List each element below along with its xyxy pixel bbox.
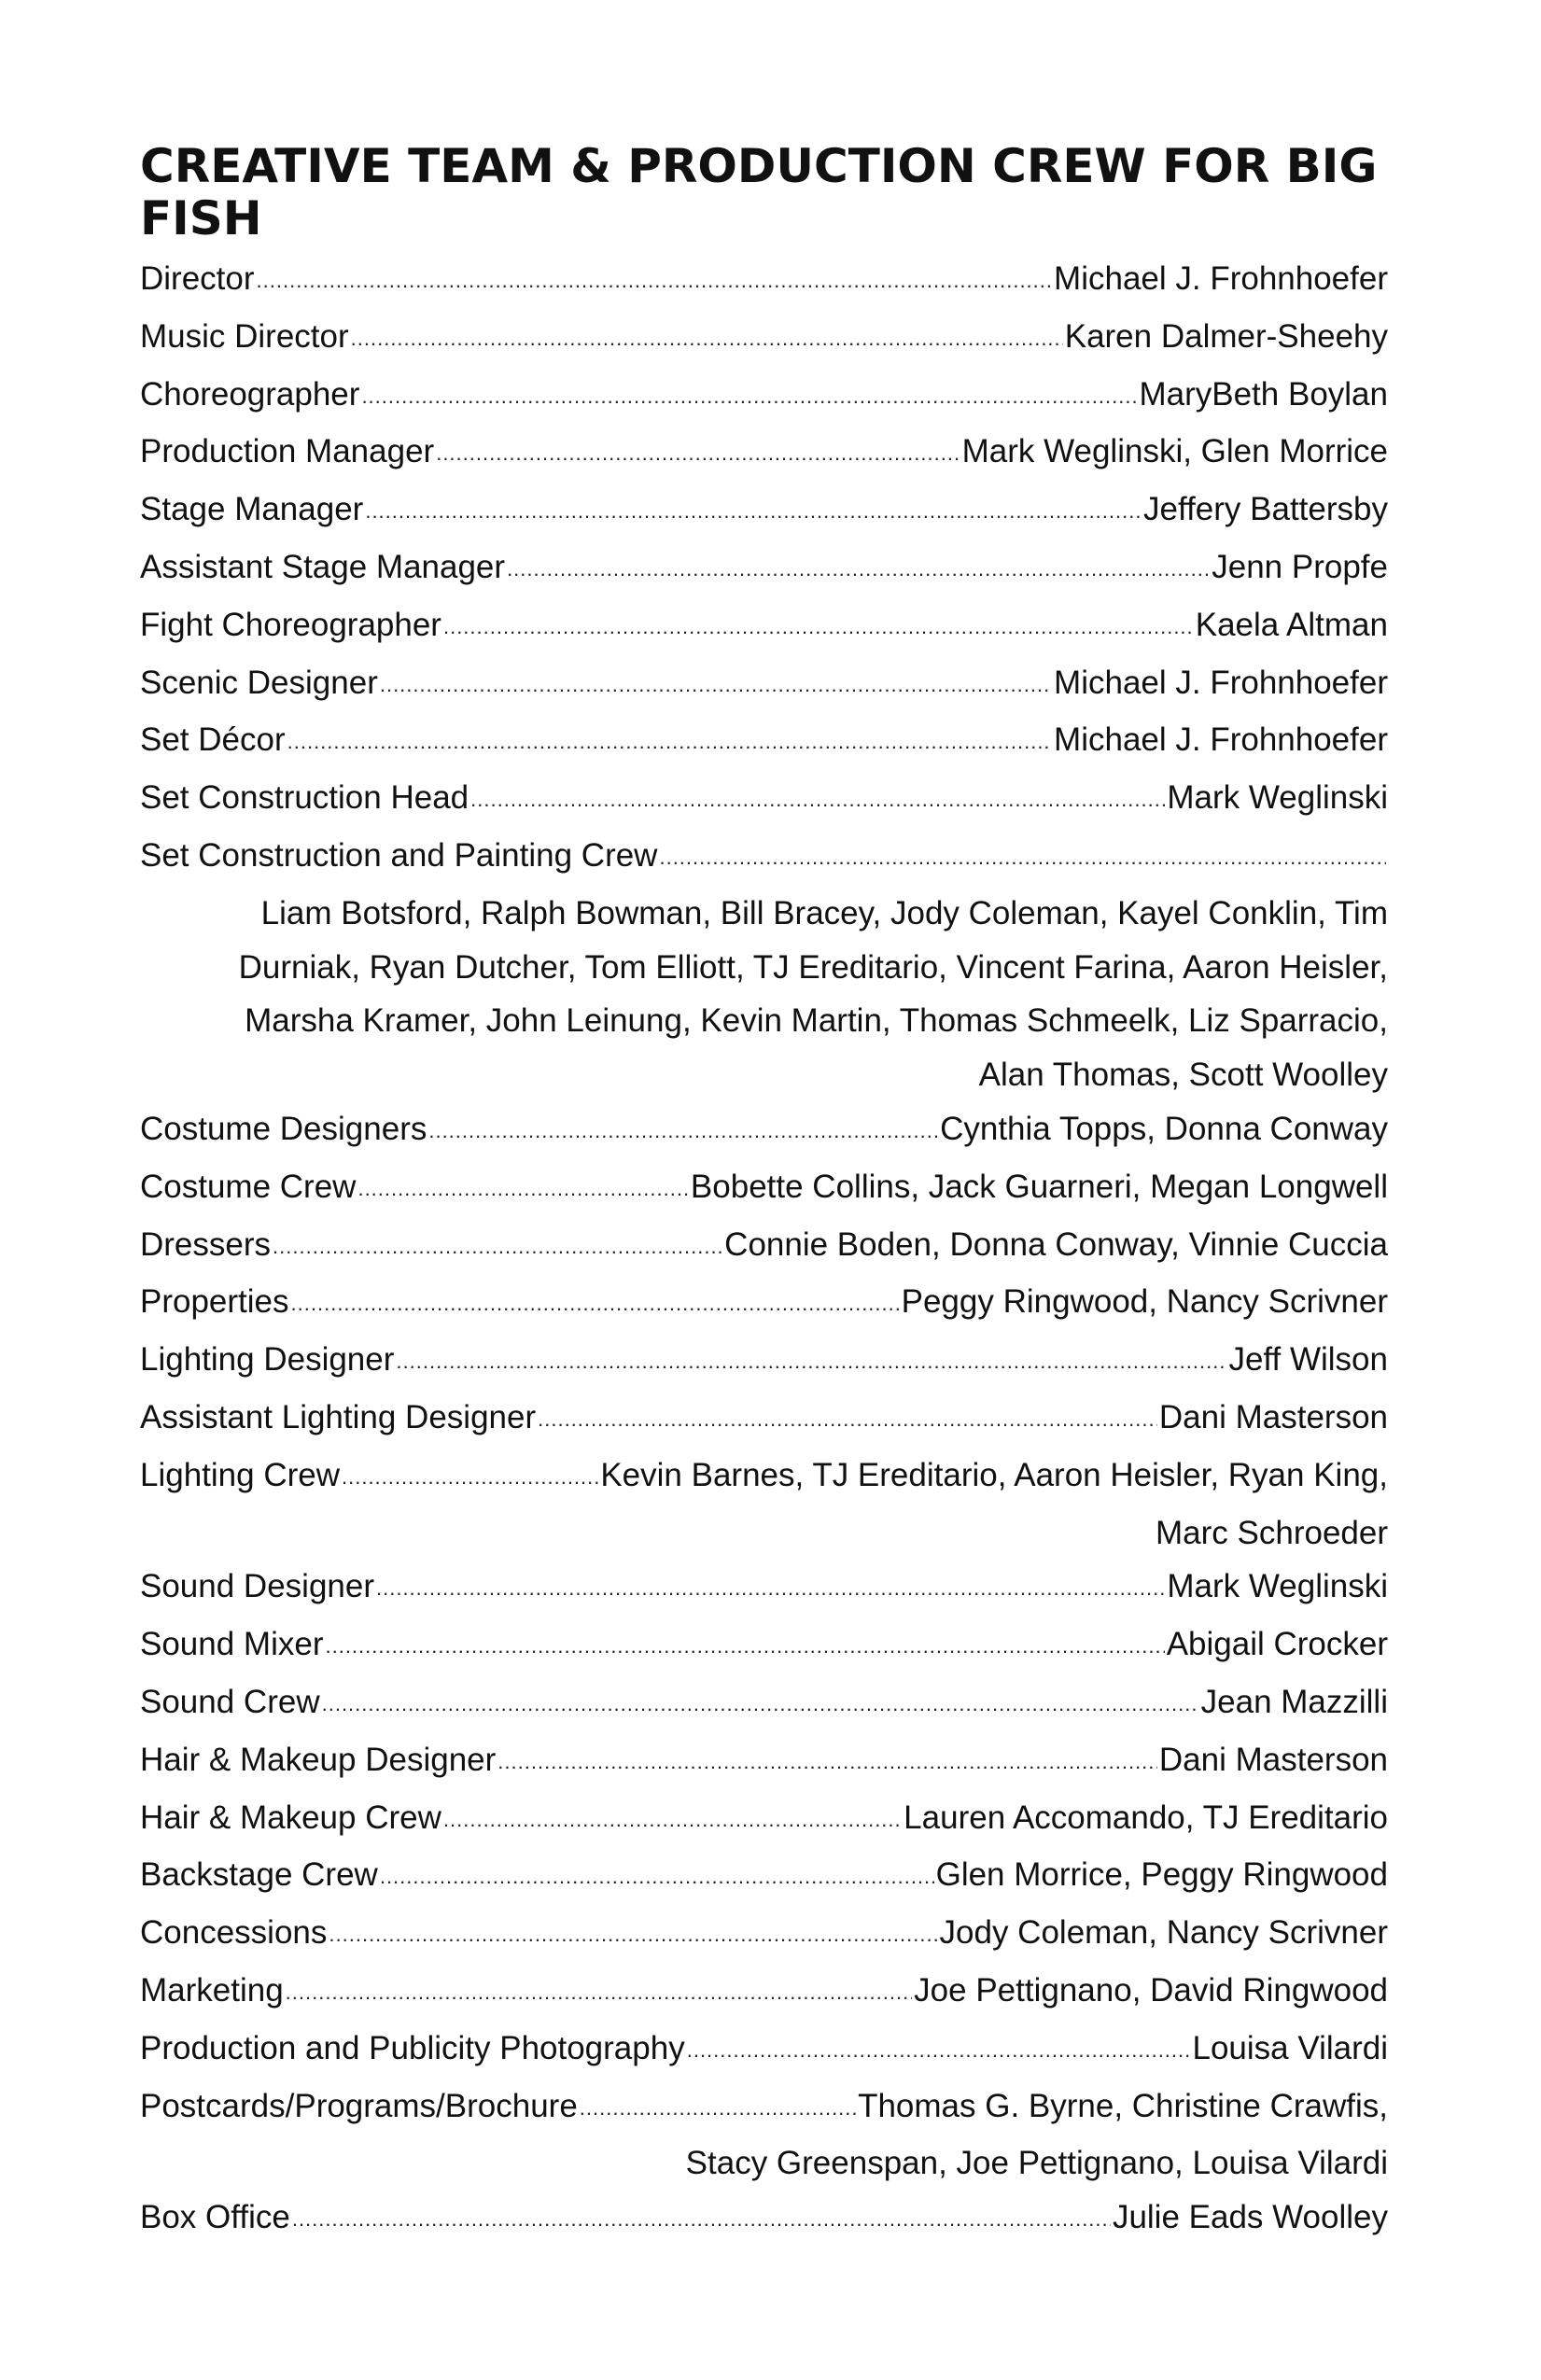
dot-leader bbox=[342, 1450, 598, 1505]
dot-leader bbox=[380, 658, 1052, 712]
credit-role: Production and Publicity Photography bbox=[140, 2029, 685, 2066]
credit-line bbox=[140, 425, 1388, 483]
credit-names: Jeffery Battersby bbox=[1143, 491, 1388, 528]
dot-leader bbox=[443, 600, 1194, 654]
credit-names-continued: Durniak, Ryan Dutcher, Tom Elliott, TJ Ereditario, Vincent Farina, Aaron Heisler, bbox=[238, 948, 1388, 986]
credit-line bbox=[140, 1675, 1388, 1733]
credit-line bbox=[140, 368, 1388, 426]
dot-leader bbox=[322, 1677, 1199, 1731]
credit-line bbox=[140, 1275, 1388, 1333]
credit-entry bbox=[140, 483, 1388, 540]
credit-names: Michael J. Frohnhoefer bbox=[1054, 260, 1388, 297]
credit-names: Louisa Vilardi bbox=[1192, 2029, 1388, 2066]
credit-entry bbox=[140, 2022, 1388, 2079]
credit-role: Postcards/Programs/Brochure bbox=[140, 2087, 578, 2124]
dot-leader bbox=[329, 1908, 937, 1962]
credit-line bbox=[140, 1218, 1388, 1276]
credit-line bbox=[140, 483, 1388, 540]
credit-line bbox=[140, 2022, 1388, 2079]
credit-names: Abigail Crocker bbox=[1166, 1626, 1388, 1663]
credit-role: Assistant Stage Manager bbox=[140, 548, 506, 585]
credit-names-continued: Stacy Greenspan, Joe Pettignano, Louisa Vilardi bbox=[685, 2145, 1388, 2182]
credit-entry bbox=[140, 252, 1388, 310]
credit-role: Sound Crew bbox=[140, 1683, 320, 1720]
credit-names: Kaela Altman bbox=[1195, 606, 1388, 643]
credit-line bbox=[140, 1449, 1388, 1506]
dot-leader bbox=[436, 427, 960, 481]
credit-role: Sound Designer bbox=[140, 1568, 374, 1605]
credit-role: Scenic Designer bbox=[140, 664, 378, 701]
credit-entry bbox=[140, 540, 1388, 598]
credit-role: Lighting Designer bbox=[140, 1341, 395, 1379]
credit-role: Fight Choreographer bbox=[140, 606, 441, 643]
credit-names-continued: Liam Botsford, Ralph Bowman, Bill Bracey, Jody Coleman, Kayel Conklin, Tim bbox=[260, 894, 1388, 931]
dot-leader bbox=[292, 2192, 1111, 2247]
credit-names: Cynthia Topps, Donna Conway bbox=[940, 1110, 1388, 1147]
credit-entry bbox=[140, 1449, 1388, 1561]
credit-names: Connie Boden, Donna Conway, Vinnie Cuccia bbox=[724, 1225, 1388, 1263]
credit-entry bbox=[140, 1275, 1388, 1333]
credit-line bbox=[140, 1848, 1388, 1906]
credit-role: Backstage Crew bbox=[140, 1856, 378, 1894]
dot-leader bbox=[659, 831, 1386, 885]
dot-leader bbox=[380, 1850, 934, 1904]
credit-names: Thomas G. Byrne, Christine Crawfis, bbox=[858, 2087, 1388, 2124]
dot-leader bbox=[396, 1335, 1226, 1389]
credit-names: Dani Masterson bbox=[1158, 1741, 1388, 1778]
credit-entry bbox=[140, 2079, 1388, 2191]
dot-leader bbox=[470, 773, 1165, 827]
credit-names: Michael J. Frohnhoefer bbox=[1054, 721, 1388, 759]
credit-line bbox=[140, 1617, 1388, 1675]
credit-names: Jody Coleman, Nancy Scrivner bbox=[939, 1914, 1388, 1952]
credit-line bbox=[140, 1160, 1388, 1218]
credit-names: Lauren Accomando, TJ Ereditario bbox=[904, 1799, 1388, 1836]
dot-leader bbox=[497, 1735, 1157, 1789]
credit-names: Jenn Propfe bbox=[1212, 548, 1388, 585]
credit-line bbox=[140, 2079, 1388, 2137]
credit-entry bbox=[140, 656, 1388, 714]
credit-names: MaryBeth Boylan bbox=[1139, 375, 1388, 413]
credit-role: Dressers bbox=[140, 1225, 272, 1263]
credit-names: Peggy Ringwood, Nancy Scrivner bbox=[901, 1283, 1388, 1321]
dot-leader bbox=[428, 1104, 938, 1158]
credit-role: Properties bbox=[140, 1283, 289, 1321]
credit-role: Sound Mixer bbox=[140, 1626, 324, 1663]
credit-line bbox=[140, 1391, 1388, 1449]
credit-names: Glen Morrice, Peggy Ringwood bbox=[935, 1856, 1388, 1894]
dot-leader bbox=[273, 1220, 722, 1274]
credit-line bbox=[140, 252, 1388, 310]
credit-entry bbox=[140, 1848, 1388, 1906]
credit-entry bbox=[140, 1617, 1388, 1675]
credit-role: Assistant Lighting Designer bbox=[140, 1398, 537, 1435]
credit-names: Mark Weglinski bbox=[1167, 779, 1388, 817]
dot-leader bbox=[376, 1561, 1165, 1616]
credit-names: Mark Weglinski, Glen Morrice bbox=[961, 433, 1388, 470]
credit-line bbox=[140, 771, 1388, 829]
credit-entry bbox=[140, 368, 1388, 426]
credit-role: Hair & Makeup Designer bbox=[140, 1741, 497, 1778]
credit-names-continued: Alan Thomas, Scott Woolley bbox=[978, 1057, 1388, 1094]
credit-names-continued: Marsha Kramer, John Leinung, Kevin Martin, Thomas Schmeelk, Liz Sparracio, bbox=[245, 1002, 1388, 1040]
credit-entry bbox=[140, 1102, 1388, 1160]
credit-names-continued: Marc Schroeder bbox=[1156, 1514, 1388, 1551]
credit-names: Bobette Collins, Jack Guarneri, Megan Longwell bbox=[690, 1168, 1388, 1205]
dot-leader bbox=[580, 2081, 856, 2135]
credit-names: Dani Masterson bbox=[1158, 1398, 1388, 1435]
credit-role: Lighting Crew bbox=[140, 1456, 340, 1493]
dot-leader bbox=[351, 312, 1063, 366]
credit-line bbox=[140, 598, 1388, 656]
credit-role: Concessions bbox=[140, 1914, 328, 1952]
credit-entry bbox=[140, 1964, 1388, 2022]
dot-leader bbox=[507, 542, 1210, 596]
credit-role: Stage Manager bbox=[140, 491, 364, 528]
page-title: CREATIVE TEAM & PRODUCTION CREW FOR BIG FISH bbox=[140, 139, 1378, 245]
credit-line bbox=[140, 1333, 1388, 1391]
credit-line bbox=[140, 1791, 1388, 1849]
credit-entry bbox=[140, 713, 1388, 771]
credit-entry bbox=[140, 1675, 1388, 1733]
credit-names: Michael J. Frohnhoefer bbox=[1054, 664, 1388, 701]
credit-role: Costume Crew bbox=[140, 1168, 357, 1205]
dot-leader bbox=[687, 2023, 1191, 2078]
credit-line bbox=[140, 1102, 1388, 1160]
credit-role: Marketing bbox=[140, 1971, 284, 2009]
credit-names: Jeff Wilson bbox=[1228, 1341, 1388, 1379]
credit-line bbox=[140, 1906, 1388, 1964]
credit-role: Costume Designers bbox=[140, 1110, 427, 1147]
dot-leader bbox=[361, 370, 1137, 424]
dot-leader bbox=[365, 484, 1142, 539]
credit-role: Music Director bbox=[140, 317, 349, 355]
credit-entry bbox=[140, 1218, 1388, 1276]
credit-role: Director bbox=[140, 260, 255, 297]
dot-leader bbox=[325, 1619, 1164, 1673]
credit-line bbox=[140, 656, 1388, 714]
dot-leader bbox=[257, 254, 1053, 308]
credit-line bbox=[140, 1560, 1388, 1617]
credit-line bbox=[140, 1964, 1388, 2022]
credit-role: Choreographer bbox=[140, 375, 360, 413]
credit-entry bbox=[140, 771, 1388, 829]
credit-line bbox=[140, 540, 1388, 598]
credit-entry bbox=[140, 1160, 1388, 1218]
dot-leader bbox=[287, 715, 1052, 769]
credit-names: Mark Weglinski bbox=[1167, 1568, 1388, 1605]
credit-entry bbox=[140, 829, 1388, 1102]
credits-list bbox=[140, 252, 1388, 2248]
credit-role: Set Décor bbox=[140, 721, 286, 759]
credit-entry bbox=[140, 1560, 1388, 1617]
credit-names: Kevin Barnes, TJ Ereditario, Aaron Heisler, Ryan King, bbox=[600, 1456, 1388, 1493]
credit-line bbox=[140, 829, 1388, 887]
credit-entry bbox=[140, 1906, 1388, 1964]
credit-entry bbox=[140, 425, 1388, 483]
credit-entry bbox=[140, 1791, 1388, 1849]
credit-line bbox=[140, 1733, 1388, 1791]
program-page bbox=[140, 140, 1388, 2248]
credit-entry bbox=[140, 1333, 1388, 1391]
credit-line bbox=[140, 713, 1388, 771]
credit-role: Production Manager bbox=[140, 433, 435, 470]
credit-names: Julie Eads Woolley bbox=[1112, 2199, 1388, 2236]
credit-role: Set Construction Head bbox=[140, 779, 469, 817]
credit-entry bbox=[140, 1391, 1388, 1449]
credit-entry bbox=[140, 2191, 1388, 2248]
credit-entry bbox=[140, 1733, 1388, 1791]
credit-role: Box Office bbox=[140, 2199, 290, 2236]
credit-entry bbox=[140, 598, 1388, 656]
dot-leader bbox=[538, 1393, 1157, 1447]
dot-leader bbox=[286, 1966, 913, 2020]
credit-line bbox=[140, 2191, 1388, 2248]
credit-entry bbox=[140, 310, 1388, 368]
dot-leader bbox=[357, 1162, 688, 1216]
dot-leader bbox=[443, 1793, 902, 1847]
credit-names: Jean Mazzilli bbox=[1200, 1683, 1388, 1720]
credit-role: Set Construction and Painting Crew bbox=[140, 836, 658, 874]
credit-role: Hair & Makeup Crew bbox=[140, 1799, 441, 1836]
credit-line bbox=[140, 310, 1388, 368]
credit-names: Karen Dalmer-Sheehy bbox=[1064, 317, 1388, 355]
dot-leader bbox=[291, 1277, 900, 1331]
credit-names: Joe Pettignano, David Ringwood bbox=[914, 1971, 1388, 2009]
